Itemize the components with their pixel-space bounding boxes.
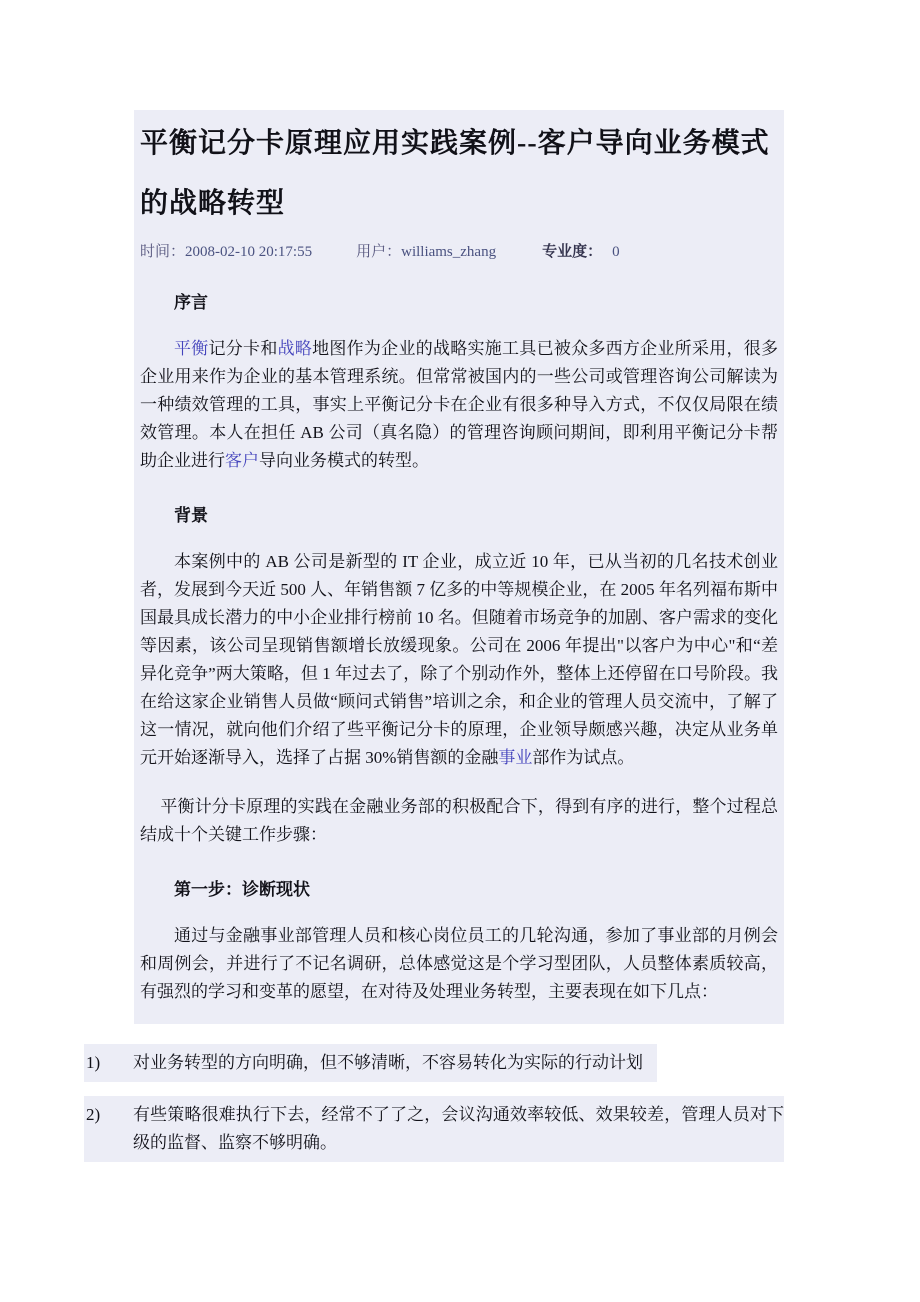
text-segment: 地图作为企业的战略实施工具已被众多西方企业所采用，很多企业用来作为企业的基本管理系统。但常常被国内的一些公司或管理咨询公司解读为一种绩效管理的工具，事实上平衡记分卡在企业有很多种导入方式，不仅仅局限在绩效管理。本人在担任 AB 公司（真名隐）的管理咨询顾问期间，即利用平衡记分卡帮助企业进行 xyxy=(140,339,779,470)
article-highlight-block xyxy=(134,110,784,1024)
list-item-marker: 1) xyxy=(86,1053,101,1072)
findings-list xyxy=(84,1044,784,1162)
text-segment: 通过与金融事业部管理人员和核心岗位员工的几轮沟通，参加了事业部的月例会和周例会，并进行了不记名调研，总体感觉这是个学习型团队，人员整体素质较高，有强烈的学习和变革的愿望，在对待及处理业务转型，主要表现在如下几点： xyxy=(140,926,778,1001)
text-segment: 平衡计分卡原理的实践在金融业务部的积极配合下，得到有序的进行，整个过程总结成十个关键工作步骤： xyxy=(140,797,778,844)
list-item-text: 对业务转型的方向明确，但不够清晰，不容易转化为实际的行动计划 xyxy=(133,1053,643,1072)
meta-time-label: 时间： xyxy=(140,244,186,260)
paragraph-background xyxy=(140,548,778,772)
page-title: 平衡记分卡原理应用实践案例--客户导向业务模式的战略转型 xyxy=(140,128,770,219)
keyword-link[interactable]: 客户 xyxy=(225,451,259,470)
list-item xyxy=(84,1096,784,1162)
paragraph-step1 xyxy=(140,922,778,1006)
paragraph-process-summary xyxy=(140,793,778,849)
meta-expertise-value: 0 xyxy=(612,244,620,260)
keyword-link[interactable]: 事业 xyxy=(498,748,533,767)
text-segment: 记分卡和 xyxy=(208,339,278,358)
text-segment: 导向业务模式的转型。 xyxy=(259,451,429,470)
list-item-marker: 2) xyxy=(86,1105,101,1124)
meta-user xyxy=(356,244,496,260)
heading-background: 背景 xyxy=(174,506,208,525)
heading-step1: 第一步：诊断现状 xyxy=(174,880,310,899)
article-meta xyxy=(140,242,778,262)
text-segment: 本案例中的 AB 公司是新型的 IT 企业，成立近 10 年，已从当初的几名技术创业者，发展到今天近 500 人、年销售额 7 亿多的中等规模企业，在 2005 年名列福布斯中国最具成长潜力的中小企业排行榜前 10 名。但随着市场竞争的加剧、客户需求的变化等因素，该公司呈现销售额增长放缓现象。公司在 2006 年提出"以客户为中心"和“差异化竞争”两大策略，但 1 年过去了，除了个别动作外，整体上还停留在口号阶段。我在给这家企业销售人员做“顾问式销售”培训之余，和企业的管理人员交流中，了解了这一情况，就向他们介绍了些平衡记分卡的原理，企业领导颇感兴趣，决定从业务单元开始逐渐导入，选择了占据 30%销售额的金融 xyxy=(140,552,778,767)
text-segment: 部作为试点。 xyxy=(532,748,635,767)
heading-preface: 序言 xyxy=(174,293,208,312)
meta-time xyxy=(140,244,312,260)
meta-user-label: 用户： xyxy=(356,244,402,260)
keyword-link[interactable]: 平衡 xyxy=(174,339,209,358)
paragraph-preface xyxy=(140,335,778,475)
list-item-text: 有些策略很难执行下去，经常不了了之，会议沟通效率较低、效果较差，管理人员对下级的监督、监察不够明确。 xyxy=(133,1105,784,1152)
meta-time-value: 2008-02-10 20:17:55 xyxy=(185,244,313,260)
meta-expertise xyxy=(542,244,620,260)
list-item xyxy=(84,1044,657,1082)
keyword-link[interactable]: 战略 xyxy=(277,339,313,358)
meta-user-value[interactable]: williams_zhang xyxy=(401,244,497,260)
meta-expertise-label: 专业度： xyxy=(542,244,603,260)
